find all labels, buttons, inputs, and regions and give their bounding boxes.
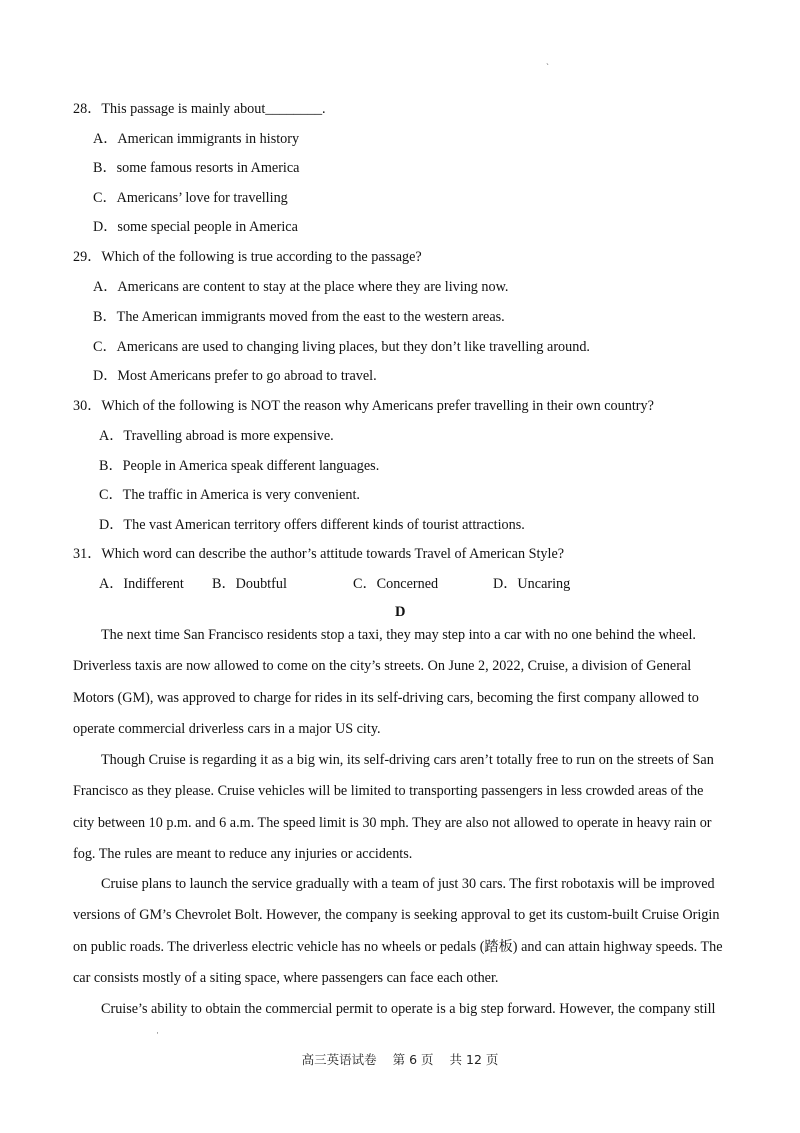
question-31-option-d: D．Uncaring <box>493 576 571 592</box>
question-31-option-a: A．Indifferent <box>99 576 184 592</box>
footer-page-number: 第 6 页 <box>392 1052 434 1067</box>
footer-title: 高三英语试卷 <box>301 1052 377 1067</box>
question-29-stem: 29．Which of the following is true according to the passage? <box>73 249 422 265</box>
page-footer <box>0 1051 800 1069</box>
question-29-option-a: A．Americans are content to stay at the place where they are living now. <box>93 279 509 295</box>
question-28-option-c: C．Americans’ love for travelling <box>93 190 288 206</box>
passage-line: Motors (GM), was approved to charge for rides in its self-driving cars, becoming the first company allowed to <box>73 690 699 706</box>
footer-total-pages: 共 12 页 <box>449 1052 499 1067</box>
passage-line: Driverless taxis are now allowed to come on the city’s streets. On June 2, 2022, Cruise, a division of General <box>73 658 692 674</box>
scan-mark: ` <box>546 62 549 72</box>
question-30-option-c: C．The traffic in America is very convenient. <box>99 487 360 503</box>
passage-line: Though Cruise is regarding it as a big win, its self-driving cars aren’t totally free to run on the streets of San <box>101 752 714 768</box>
passage-line: operate commercial driverless cars in a major US city. <box>73 721 381 737</box>
question-29-option-c: C．Americans are used to changing living places, but they don’t like travelling around. <box>93 339 590 355</box>
passage-line: versions of GM’s Chevrolet Bolt. However, the company is seeking approval to get its custom-built Cruise Origin <box>73 907 720 923</box>
question-30-option-a: A．Travelling abroad is more expensive. <box>99 428 334 444</box>
question-28-option-b: B．some famous resorts in America <box>93 160 300 176</box>
question-28-stem: 28．This passage is mainly about________. <box>73 101 326 117</box>
passage-line: city between 10 p.m. and 6 a.m. The speed limit is 30 mph. They are also not allowed to operate in heavy rain or <box>73 815 712 831</box>
passage-line: on public roads. The driverless electric vehicle has no wheels or pedals (踏板) and can attain highway speeds. The <box>73 939 723 955</box>
question-28-option-a: A．American immigrants in history <box>93 131 300 147</box>
passage-line: car consists mostly of a siting space, where passengers can face each other. <box>73 970 499 986</box>
passage-line: fog. The rules are meant to reduce any injuries or accidents. <box>73 846 413 862</box>
question-29-option-d: D．Most Americans prefer to go abroad to travel. <box>93 368 377 384</box>
passage-line: Cruise’s ability to obtain the commercial permit to operate is a big step forward. However, the company still <box>101 1001 716 1017</box>
scan-mark: · <box>156 1028 159 1038</box>
question-31-option-b: B．Doubtful <box>212 576 287 592</box>
section-heading: D <box>395 604 406 620</box>
question-31-stem: 31．Which word can describe the author’s attitude towards Travel of American Style? <box>73 546 565 562</box>
question-29-option-b: B．The American immigrants moved from the east to the western areas. <box>93 309 505 325</box>
passage-line: Francisco as they please. Cruise vehicles will be limited to transporting passengers in less crowded areas of the <box>73 783 704 799</box>
passage-line: The next time San Francisco residents stop a taxi, they may step into a car with no one behind the wheel. <box>101 627 696 643</box>
question-30-option-d: D．The vast American territory offers different kinds of tourist attractions. <box>99 517 525 533</box>
question-30-option-b: B．People in America speak different languages. <box>99 458 380 474</box>
question-31-option-c: C．Concerned <box>353 576 439 592</box>
question-28-option-d: D．some special people in America <box>93 219 298 235</box>
question-30-stem: 30．Which of the following is NOT the reason why Americans prefer travelling in their own country? <box>73 398 654 414</box>
passage-line: Cruise plans to launch the service gradually with a team of just 30 cars. The first robotaxis will be improved <box>101 876 715 892</box>
